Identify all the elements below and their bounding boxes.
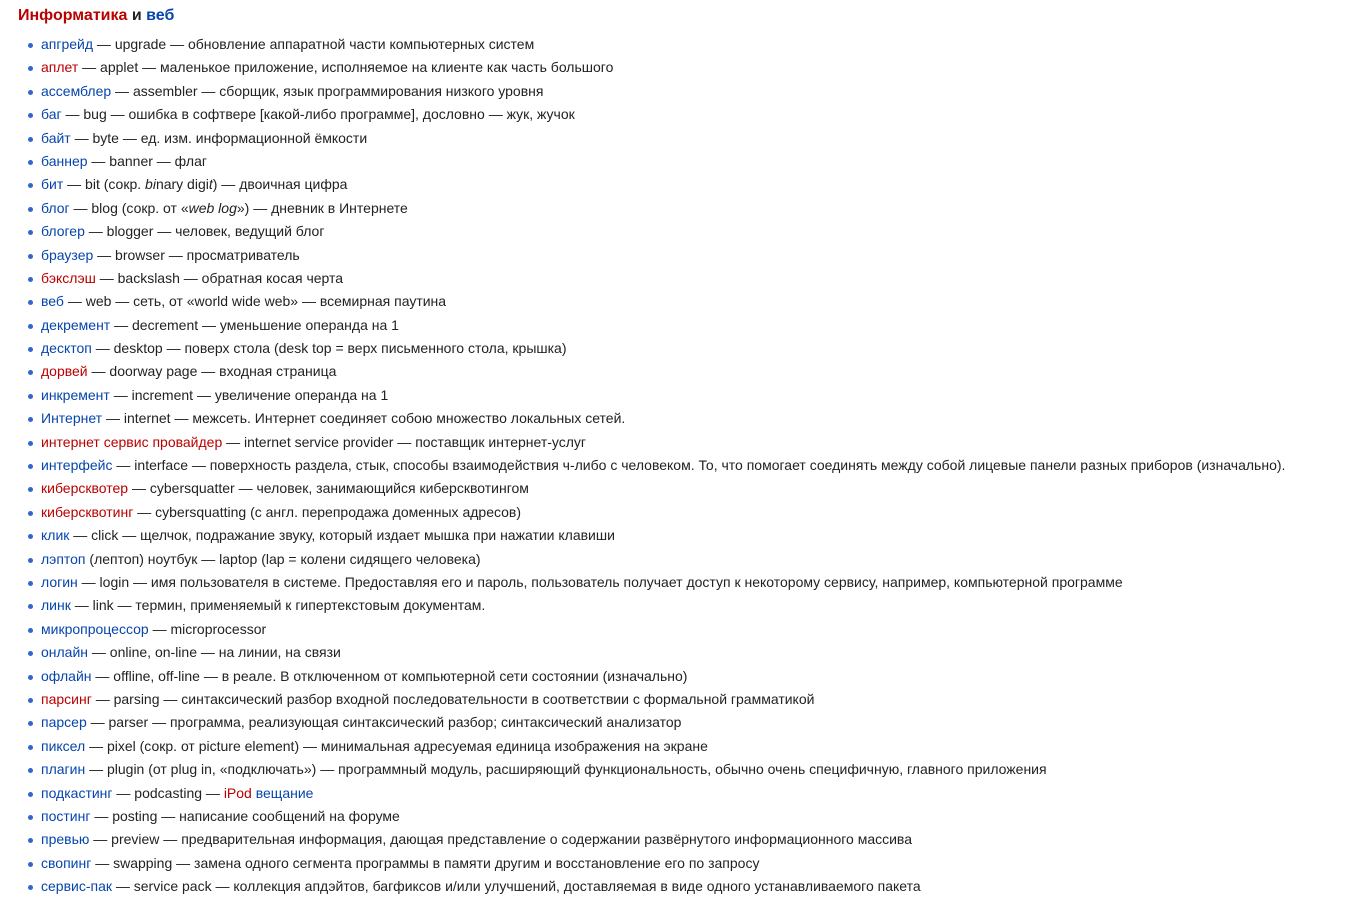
- definition-text: — byte — ед. изм. информационной ёмкости: [70, 129, 368, 146]
- term-link[interactable]: баг: [41, 106, 62, 123]
- term-link[interactable]: превью: [41, 831, 90, 848]
- definition-text: — plugin (от plug in, «подключать») — программный модуль, расширяющий функциональность, обычно очень специфичную, главного приложения: [85, 761, 1047, 778]
- bullet-icon: [28, 347, 33, 352]
- heading-link-informatics[interactable]: Информатика: [18, 7, 128, 24]
- term-link[interactable]: пиксел: [41, 737, 86, 754]
- bullet-icon: [28, 300, 33, 305]
- terms-list: [0, 33, 1371, 898]
- definition-text: — doorway page — входная страница: [87, 363, 337, 380]
- bullet-icon: [28, 885, 33, 890]
- term-link[interactable]: аплет: [41, 59, 79, 76]
- bullet-icon: [28, 558, 33, 563]
- definition-text: — parser — программа, реализующая синтаксический разбор; синтаксический анализатор: [86, 714, 682, 731]
- bullet-icon: [28, 183, 33, 188]
- list-item: [0, 548, 1371, 571]
- bullet-icon: [28, 792, 33, 797]
- term-link[interactable]: блогер: [41, 223, 85, 240]
- bullet-icon: [28, 768, 33, 773]
- definition-text: — cybersquatter — человек, занимающийся киберсквотингом: [128, 480, 529, 497]
- bullet-icon: [28, 628, 33, 633]
- bullet-icon: [28, 207, 33, 212]
- definition-text: — click — щелчок, подражание звуку, который издает мышка при нажатии клавиши: [69, 527, 615, 544]
- list-item: [0, 501, 1371, 524]
- list-item: [0, 828, 1371, 851]
- list-item: [0, 454, 1371, 477]
- bullet-icon: [28, 581, 33, 586]
- term-link[interactable]: сервис-пак: [41, 878, 112, 895]
- list-item: [0, 56, 1371, 79]
- list-item: [0, 360, 1371, 383]
- list-item: [0, 852, 1371, 875]
- definition-text: — service pack — коллекция апдэйтов, багфиксов и/или улучшений, доставляемая в виде одного устанавливаемого пакета: [111, 878, 921, 895]
- list-item: [0, 173, 1371, 196]
- inline-link[interactable]: вещание: [255, 784, 314, 801]
- list-item: [0, 80, 1371, 103]
- definition-text: — login — имя пользователя в системе. Предоставляя его и пароль, пользователь получает доступ к некоторому сервису, например, компьютерной программе: [77, 573, 1123, 590]
- definition-text: — internet — межсеть. Интернет соединяет собою множество локальных сетей.: [102, 410, 626, 427]
- list-item: [0, 711, 1371, 734]
- definition-text: — microprocessor: [148, 620, 267, 637]
- definition-text: — applet — маленькое приложение, исполняемое на клиенте как часть большого: [78, 59, 614, 76]
- bullet-icon: [28, 417, 33, 422]
- definition-text: — web — сеть, от «world wide web» — всемирная паутина: [63, 293, 447, 310]
- definition-text: — parsing — синтаксический разбор входной последовательности в соответствии с формальной грамматикой: [91, 690, 815, 707]
- term-link[interactable]: плагин: [41, 761, 86, 778]
- list-item: [0, 267, 1371, 290]
- list-item: [0, 477, 1371, 500]
- list-item: [0, 314, 1371, 337]
- definition-text: — online, on-line — на линии, на связи: [88, 644, 341, 661]
- bullet-icon: [28, 370, 33, 375]
- list-item: [0, 735, 1371, 758]
- definition-text: — decrement — уменьшение операнда на 1: [110, 316, 399, 333]
- bullet-icon: [28, 838, 33, 843]
- bullet-icon: [28, 324, 33, 329]
- term-link[interactable]: парсер: [41, 714, 87, 731]
- list-item: [0, 782, 1371, 805]
- term-link[interactable]: Интернет: [41, 410, 103, 427]
- definition-text: — offline, off-line — в реале. В отключенном от компьютерной сети состоянии (изначально): [91, 667, 688, 684]
- bullet-icon: [28, 254, 33, 259]
- definition-text: — posting — написание сообщений на форуме: [90, 807, 400, 824]
- definition-text: — interface — поверхность раздела, стык, способы взаимодействия ч-либо с человеком. То, что помогает соединять между собой лицевые панели разных приборов (изначально).: [112, 457, 1286, 474]
- term-link[interactable]: постинг: [41, 807, 91, 824]
- definition-text: — pixel (сокр. от picture element) — минимальная адресуемая единица изображения на экране: [85, 737, 708, 754]
- definition-text: bi: [145, 176, 156, 193]
- list-item: [0, 618, 1371, 641]
- term-link[interactable]: байт: [41, 129, 71, 146]
- term-link[interactable]: офлайн: [41, 667, 92, 684]
- definition-text: (лептоп) ноутбук — laptop (lap = колени сидящего человека): [85, 550, 481, 567]
- term-link[interactable]: бит: [41, 176, 64, 193]
- list-item: [0, 688, 1371, 711]
- bullet-icon: [28, 113, 33, 118]
- list-item: [0, 571, 1371, 594]
- definition-text: web log: [188, 199, 237, 216]
- term-link[interactable]: линк: [41, 597, 71, 614]
- definition-text: — upgrade — обновление аппаратной части компьютерных систем: [93, 36, 535, 52]
- definition-text: — blog (сокр. от «: [69, 199, 189, 216]
- bullet-icon: [28, 160, 33, 165]
- bullet-icon: [28, 675, 33, 680]
- heading-link-web[interactable]: веб: [146, 7, 175, 24]
- term-link[interactable]: интерфейс: [41, 457, 113, 474]
- list-item: [0, 197, 1371, 220]
- bullet-icon: [28, 43, 33, 48]
- term-link[interactable]: интернет сервис провайдер: [41, 433, 223, 450]
- definition-text: — swapping — замена одного сегмента программы в памяти другим и восстановление его по запросу: [91, 854, 760, 871]
- term-link[interactable]: декремент: [41, 316, 111, 333]
- section-heading: [18, 5, 174, 27]
- list-item: [0, 407, 1371, 430]
- bullet-icon: [28, 534, 33, 539]
- definition-text: — podcasting —: [112, 784, 224, 801]
- term-link[interactable]: блог: [41, 199, 70, 216]
- definition-text: — preview — предварительная информация, дающая представление о содержании развёрнутого информационного массива: [89, 831, 912, 848]
- term-link[interactable]: ассемблер: [41, 82, 112, 99]
- definition-text: ») — дневник в Интернете: [236, 199, 408, 216]
- term-link[interactable]: баннер: [41, 152, 88, 169]
- list-item: [0, 524, 1371, 547]
- bullet-icon: [28, 394, 33, 399]
- term-link[interactable]: апгрейд: [41, 36, 94, 52]
- list-item: [0, 384, 1371, 407]
- definition-text: — bug — ошибка в софтвере [какой-либо программе], дословно — жук, жучок: [61, 106, 575, 123]
- list-item: [0, 641, 1371, 664]
- list-item: [0, 290, 1371, 313]
- bullet-icon: [28, 604, 33, 609]
- bullet-icon: [28, 441, 33, 446]
- term-link[interactable]: клик: [41, 527, 70, 544]
- term-link[interactable]: свопинг: [41, 854, 92, 871]
- term-link[interactable]: парсинг: [41, 690, 92, 707]
- definition-text: — bit (сокр.: [63, 176, 146, 193]
- term-link[interactable]: десктоп: [41, 340, 92, 357]
- bullet-icon: [28, 745, 33, 750]
- list-item: [0, 805, 1371, 828]
- definition-text: — browser — просматриватель: [93, 246, 300, 263]
- bullet-icon: [28, 487, 33, 492]
- term-link[interactable]: инкремент: [41, 386, 110, 403]
- list-item: [0, 875, 1371, 898]
- bullet-icon: [28, 137, 33, 142]
- list-item: [0, 431, 1371, 454]
- definition-text: — banner — флаг: [87, 152, 207, 169]
- bullet-icon: [28, 815, 33, 820]
- term-link[interactable]: бэкслэш: [41, 269, 96, 286]
- term-link[interactable]: логин: [41, 573, 78, 590]
- list-item: [0, 220, 1371, 243]
- bullet-icon: [28, 511, 33, 516]
- bullet-icon: [28, 721, 33, 726]
- list-item: [0, 33, 1371, 56]
- term-link[interactable]: подкастинг: [41, 784, 113, 801]
- heading-conjunction: и: [127, 7, 147, 24]
- definition-text: — cybersquatting (с англ. перепродажа доменных адресов): [133, 503, 522, 520]
- term-link[interactable]: микропроцессор: [41, 620, 149, 637]
- list-item: [0, 127, 1371, 150]
- bullet-icon: [28, 90, 33, 95]
- bullet-icon: [28, 862, 33, 867]
- list-item: [0, 150, 1371, 173]
- definition-text: — desktop — поверх стола (desk top = верх письменного стола, крышка): [91, 340, 567, 357]
- definition-text: — increment — увеличение операнда на 1: [109, 386, 389, 403]
- list-item: [0, 337, 1371, 360]
- term-link[interactable]: дорвей: [41, 363, 88, 380]
- definition-text: nary digi: [155, 176, 209, 193]
- bullet-icon: [28, 464, 33, 469]
- definition-text: — link — термин, применяемый к гипертекстовым документам.: [70, 597, 486, 614]
- list-item: [0, 594, 1371, 617]
- definition-text: ) — двоичная цифра: [212, 176, 348, 193]
- list-item: [0, 665, 1371, 688]
- definition-text: — internet service provider — поставщик интернет-услуг: [222, 433, 587, 450]
- bullet-icon: [28, 651, 33, 656]
- term-link[interactable]: веб: [41, 293, 64, 310]
- definition-text: — backslash — обратная косая черта: [95, 269, 344, 286]
- definition-text: t: [208, 176, 213, 193]
- bullet-icon: [28, 230, 33, 235]
- inline-link[interactable]: iPod: [223, 784, 252, 801]
- definition-text: — assembler — сборщик, язык программирования низкого уровня: [111, 82, 544, 99]
- definition-text: — blogger — человек, ведущий блог: [84, 223, 325, 240]
- term-link[interactable]: онлайн: [41, 644, 89, 661]
- term-link[interactable]: лэптоп: [41, 550, 86, 567]
- term-link[interactable]: киберсквотер: [41, 480, 129, 497]
- list-item: [0, 758, 1371, 781]
- term-link[interactable]: браузер: [41, 246, 94, 263]
- list-item: [0, 103, 1371, 126]
- bullet-icon: [28, 698, 33, 703]
- bullet-icon: [28, 277, 33, 282]
- bullet-icon: [28, 66, 33, 71]
- term-link[interactable]: киберсквотинг: [41, 503, 134, 520]
- list-item: [0, 244, 1371, 267]
